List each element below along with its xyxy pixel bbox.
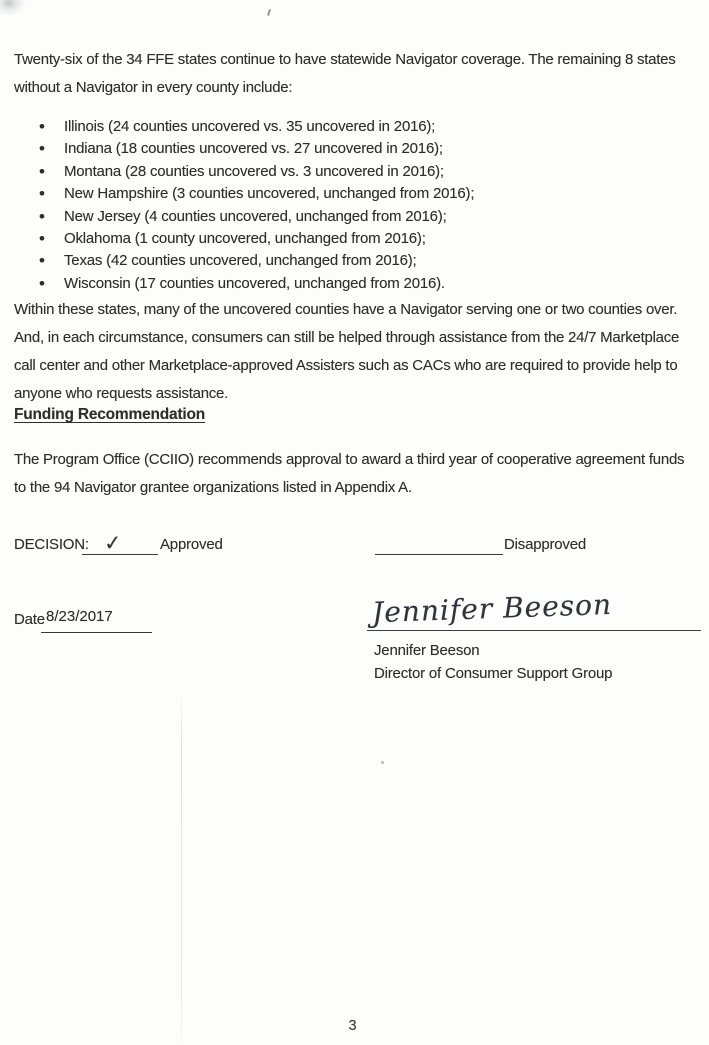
disapproved-label: Disapproved <box>504 536 587 553</box>
list-item-montana: • Montana (28 counties uncovered vs. 3 uncovered in 2016); <box>64 161 709 183</box>
date-blank-line <box>41 605 152 633</box>
date-value: 8/23/2017 <box>46 608 113 625</box>
list-item-new-jersey: • New Jersey (4 counties uncovered, unchanged from 2016); <box>64 206 709 228</box>
approved-label: Approved <box>160 536 223 553</box>
handwritten-signature: Jennifer Beeson <box>371 587 613 630</box>
list-item-oklahoma: • Oklahoma (1 county uncovered, unchanged from 2016); <box>64 228 709 250</box>
date-label: Date <box>14 611 45 628</box>
list-item-illinois: • Illinois (24 counties uncovered vs. 35 uncovered in 2016); <box>64 116 709 138</box>
scan-speck-artifact <box>267 9 271 16</box>
date-row <box>0 603 350 635</box>
signer-name: Jennifer Beeson <box>374 642 480 659</box>
page-number: 3 <box>348 1018 357 1034</box>
funding-paragraph: The Program Office (CCIIO) recommends approval to award a third year of cooperative agreement funds to the 94 Navigator grantee organizations listed in Appendix A. <box>14 451 685 496</box>
decision-label: DECISION: <box>14 536 89 553</box>
list-item-indiana: • Indiana (18 counties uncovered vs. 27 uncovered in 2016); <box>64 138 709 160</box>
signature-line <box>367 630 701 631</box>
approved-blank-line <box>82 530 158 555</box>
scan-fold-line-artifact <box>181 688 182 1045</box>
checkmark-icon: ✓ <box>103 531 123 556</box>
signer-title: Director of Consumer Support Group <box>374 665 613 682</box>
disapproved-blank-line <box>375 530 503 555</box>
uncovered-states-list <box>14 116 709 295</box>
list-item-new-hampshire: • New Hampshire (3 counties uncovered, unchanged from 2016); <box>64 183 709 205</box>
list-item-texas: • Texas (42 counties uncovered, unchanged from 2016); <box>64 250 709 272</box>
list-item-wisconsin: • Wisconsin (17 counties uncovered, unchanged from 2016). <box>64 273 709 295</box>
intro-paragraph: Twenty-six of the 34 FFE states continue to have statewide Navigator coverage. The remaining 8 states without a Navigator in every county include: <box>14 51 676 96</box>
scan-corner-smudge-artifact <box>0 0 26 16</box>
funding-recommendation-heading: Funding Recommendation <box>14 406 206 423</box>
scan-dot-artifact <box>381 761 384 764</box>
decision-row <box>0 530 709 560</box>
within-states-paragraph: Within these states, many of the uncovered counties have a Navigator serving one or two counties over. And, in each circumstance, consumers can still be helped through assistance from the 24/7 Marketplace call center and other Marketplace-approved Assisters such as CACs who are required to provide help to anyone who requests assistance. <box>14 301 680 402</box>
